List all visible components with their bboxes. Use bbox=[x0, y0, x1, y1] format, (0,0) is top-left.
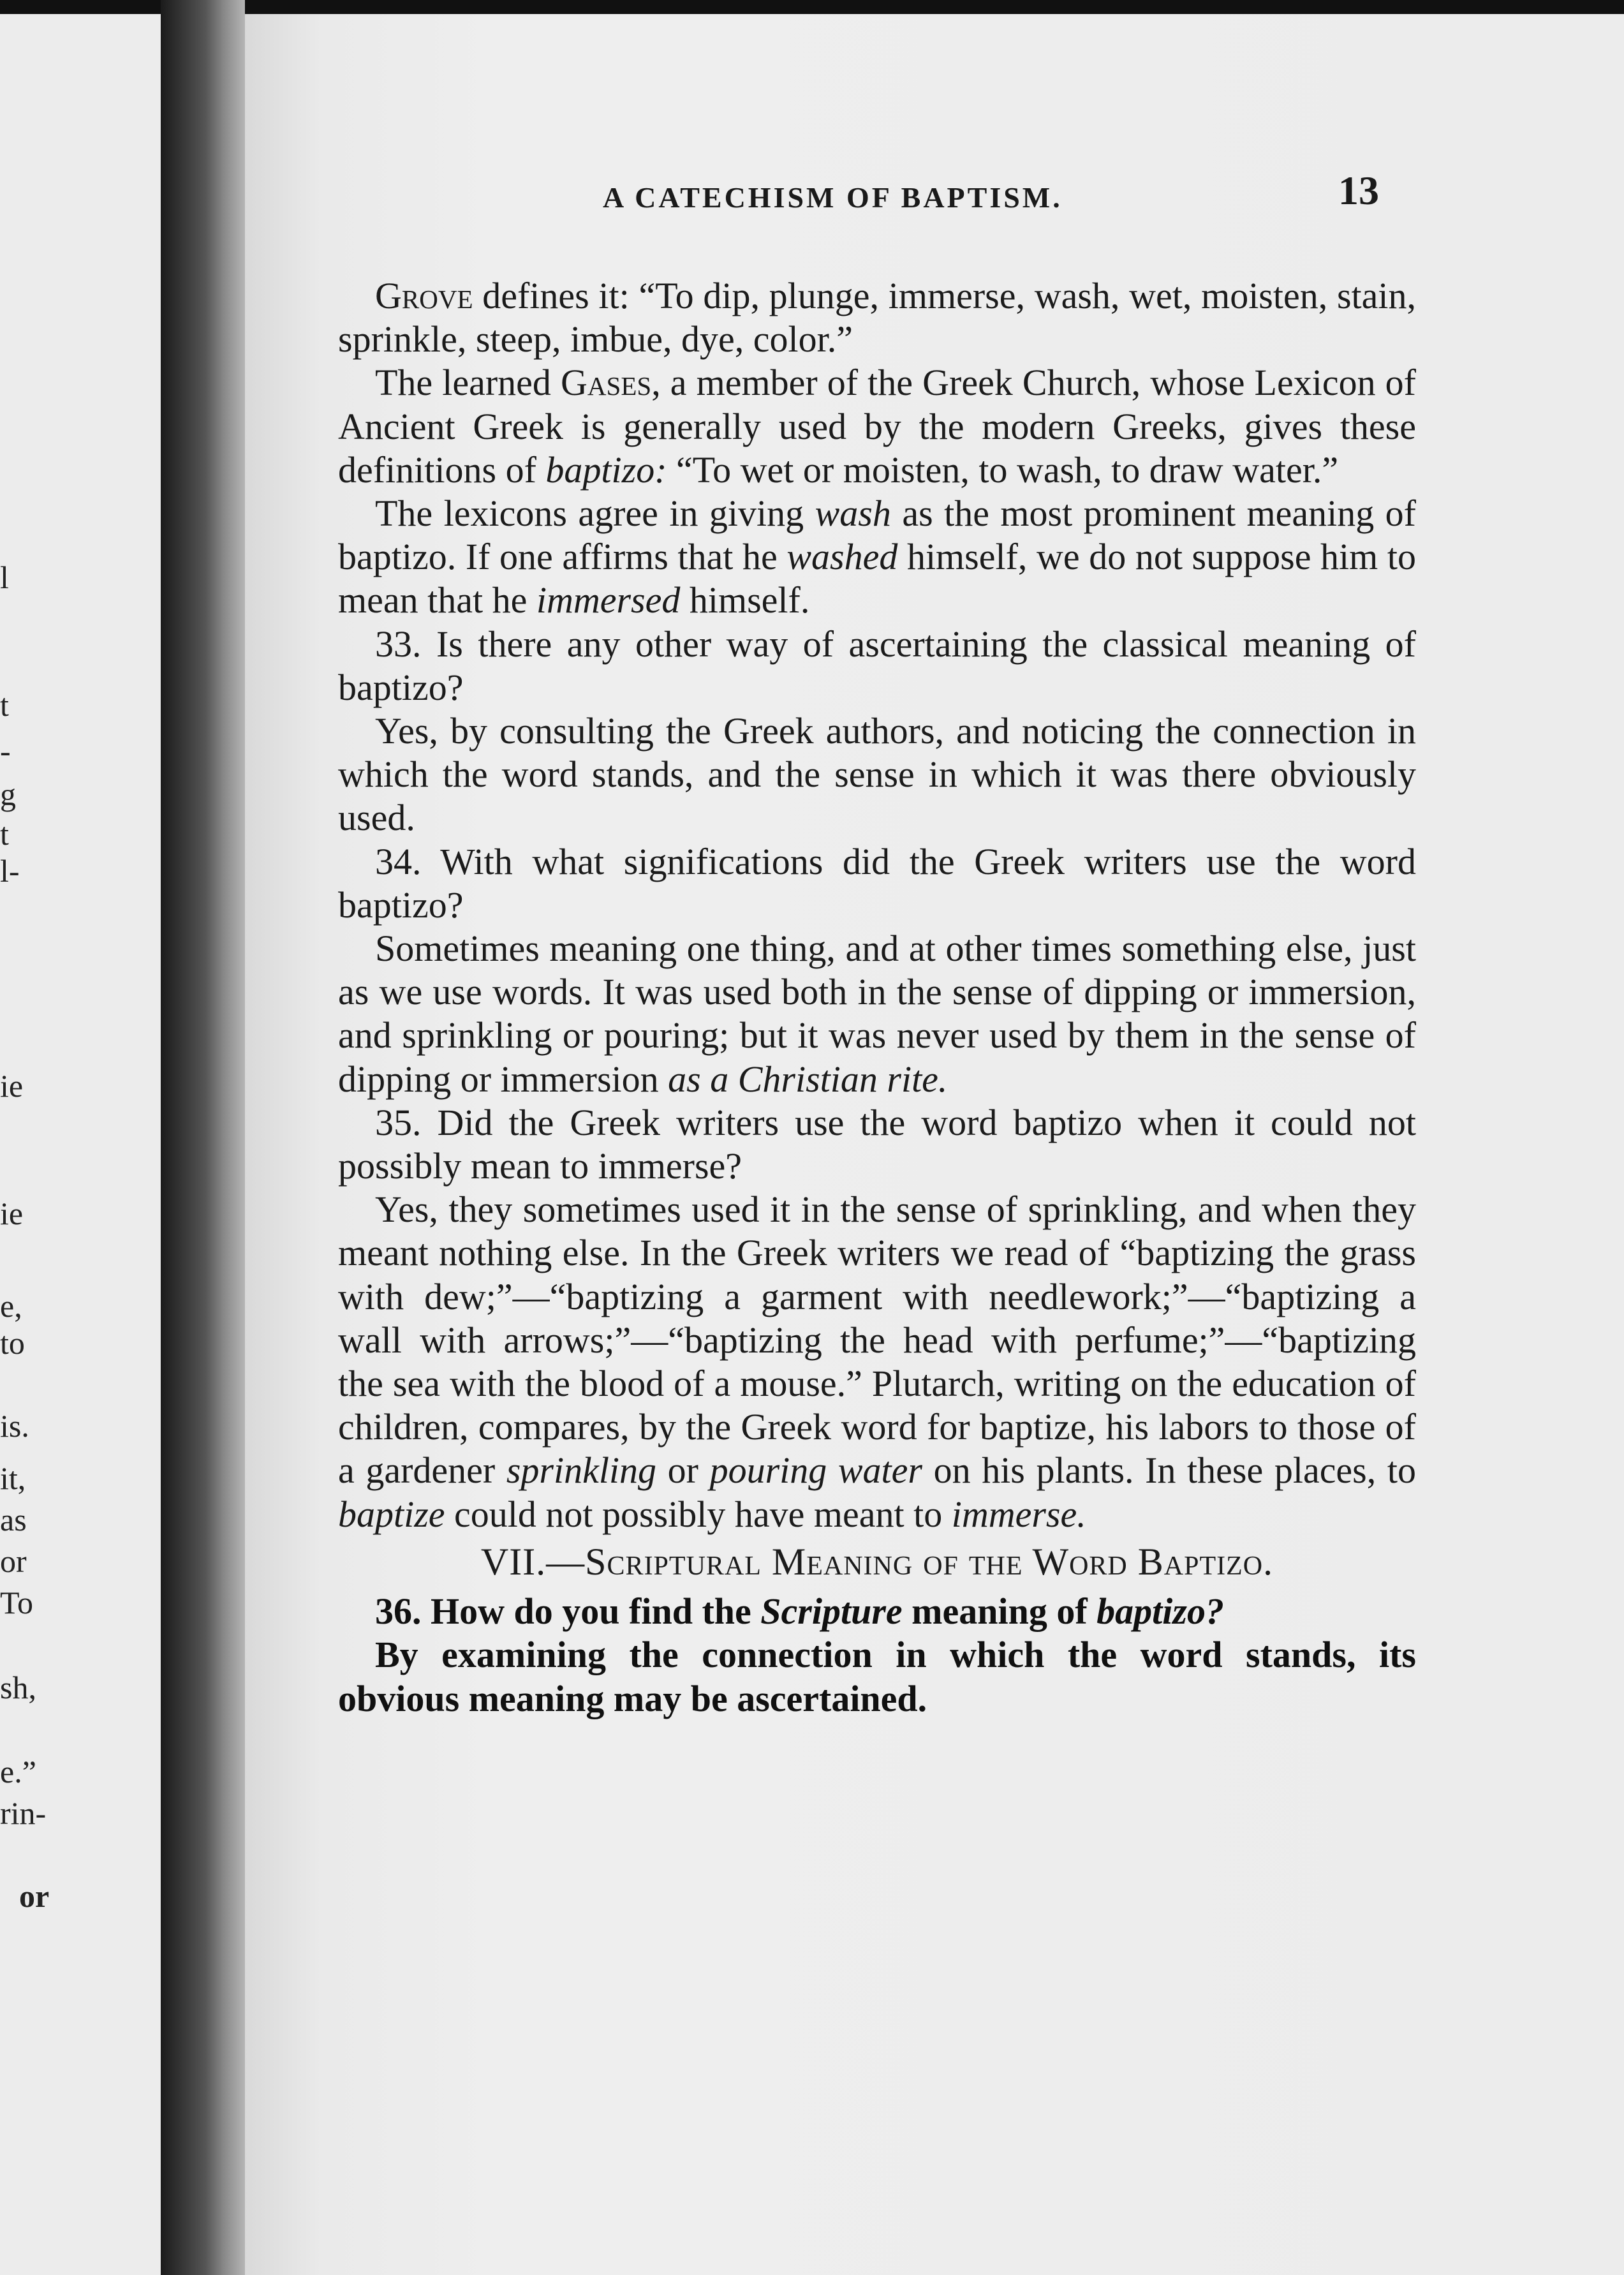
italic-text: immerse. bbox=[951, 1493, 1086, 1535]
italic-text: Scripture bbox=[760, 1590, 903, 1633]
facing-page-fragment: To bbox=[0, 1585, 34, 1620]
italic-text: baptize bbox=[338, 1493, 445, 1535]
paragraph bbox=[338, 709, 1416, 840]
facing-page-fragment: sh, bbox=[0, 1670, 36, 1705]
facing-page-fragment: it, bbox=[0, 1460, 26, 1496]
italic-text: sprinkling bbox=[506, 1449, 657, 1492]
facing-page-fragment: to bbox=[0, 1325, 25, 1361]
text-run: 33. Is there any other way of ascertaining the classical meaning of baptizo? bbox=[338, 623, 1416, 708]
running-head: A CATECHISM OF BAPTISM. bbox=[603, 181, 1063, 214]
facing-page-fragment: t bbox=[0, 816, 9, 852]
paragraph bbox=[338, 1590, 1416, 1633]
paragraph bbox=[338, 1101, 1416, 1188]
text-run: Yes, by consulting the Greek authors, and noticing the connection in which the word stands, and the sense in which it was there obviously used. bbox=[338, 710, 1416, 839]
facing-page-edge bbox=[0, 14, 161, 2275]
text-run: , a member of the Greek Church, whose Lexicon of Ancient Greek is generally used by the modern Greeks, gives these definitions of bbox=[338, 362, 1416, 491]
text-run: Yes, they sometimes used it in the sense of sprinkling, and when they meant nothing else. In the Greek writers we read of “baptizing the grass with dew;”—“baptizing a garment with needlework;”—“baptizing a wall with arrows;”—“baptizing the head with perfume;”—“baptizing the sea with the blood of a mouse.” Plutarch, writing on the education of children, compares, by the Greek word for baptize, his labors to those of a gardener bbox=[338, 1189, 1416, 1492]
page-number: 13 bbox=[1338, 168, 1379, 213]
text-run: Sometimes meaning one thing, and at other times something else, just as we use words. It was used both in the sense of dipping or immersion, and sprinkling or pouring; but it was never used by them in the sense of dipping or immersion bbox=[338, 928, 1416, 1100]
text-run: meaning of bbox=[902, 1590, 1097, 1633]
text-run: on his plants. In these places, to bbox=[922, 1449, 1416, 1492]
facing-page-fragment: t bbox=[0, 687, 9, 723]
italic-text: washed bbox=[786, 536, 898, 578]
facing-page-fragment: e, bbox=[0, 1288, 22, 1324]
facing-page-fragment: e.” bbox=[0, 1754, 36, 1790]
closing-paragraphs bbox=[338, 1590, 1416, 1721]
italic-text: wash bbox=[815, 493, 891, 535]
text-run: could not possibly have meant to bbox=[445, 1493, 952, 1535]
text-run: The learned bbox=[375, 362, 561, 404]
facing-page-fragment: or bbox=[19, 1878, 50, 1914]
text-run: himself, we do not suppose him to mean that he bbox=[338, 536, 1416, 621]
paragraph bbox=[338, 361, 1416, 492]
text-run: himself. bbox=[680, 579, 810, 621]
text-run: 34. With what significations did the Greek writers use the word baptizo? bbox=[338, 840, 1416, 926]
text-run: defines it: “To dip, plunge, immerse, wash, wet, moisten, stain, sprinkle, steep, imbue, dye, color.” bbox=[338, 275, 1416, 360]
facing-page-fragment: - bbox=[0, 733, 11, 769]
section-heading: VII.—Scriptural Meaning of the Word Baptizo. bbox=[480, 1540, 1274, 1583]
facing-page-fragment: as bbox=[0, 1502, 27, 1538]
paragraph bbox=[338, 492, 1416, 623]
facing-page-fragment: or bbox=[0, 1543, 27, 1579]
text-run: or bbox=[656, 1449, 710, 1492]
facing-page-fragment: ie bbox=[0, 1196, 24, 1231]
paragraph bbox=[338, 840, 1416, 927]
text-run: By examining the connection in which the word stands, its obvious meaning may be ascertained. bbox=[338, 1634, 1416, 1719]
italic-text: baptizo: bbox=[545, 448, 667, 491]
small-caps-name: Gases bbox=[561, 362, 652, 404]
small-caps-name: Grove bbox=[375, 275, 473, 316]
facing-page-fragment: l bbox=[0, 559, 9, 595]
italic-text: as a Christian rite. bbox=[668, 1058, 948, 1100]
paragraph bbox=[338, 927, 1416, 1101]
paragraph bbox=[338, 623, 1416, 709]
book-gutter bbox=[161, 0, 245, 2275]
facing-page-fragment: g bbox=[0, 776, 16, 812]
paragraph bbox=[338, 1633, 1416, 1720]
paragraph-list bbox=[338, 274, 1416, 1536]
text-run: The lexicons agree in giving bbox=[375, 493, 815, 535]
paragraph bbox=[338, 274, 1416, 361]
facing-page-fragment: l- bbox=[0, 853, 20, 889]
italic-text: pouring water bbox=[709, 1449, 922, 1492]
facing-page-fragment: rin- bbox=[0, 1795, 47, 1831]
italic-text: baptizo? bbox=[1096, 1590, 1224, 1633]
italic-text: immersed bbox=[536, 579, 681, 621]
body-text bbox=[338, 274, 1416, 1721]
text-run: 36. How do you find the bbox=[375, 1590, 761, 1633]
text-run: “To wet or moisten, to wash, to draw water.” bbox=[667, 448, 1339, 491]
facing-page-fragment: ie bbox=[0, 1068, 24, 1104]
text-run: 35. Did the Greek writers use the word baptizo when it could not possibly mean to immerse? bbox=[338, 1101, 1416, 1187]
facing-page-fragment: is. bbox=[0, 1408, 29, 1444]
text-run: as the most prominent meaning of baptizo. If one affirms that he bbox=[338, 493, 1416, 578]
paragraph bbox=[338, 1188, 1416, 1536]
